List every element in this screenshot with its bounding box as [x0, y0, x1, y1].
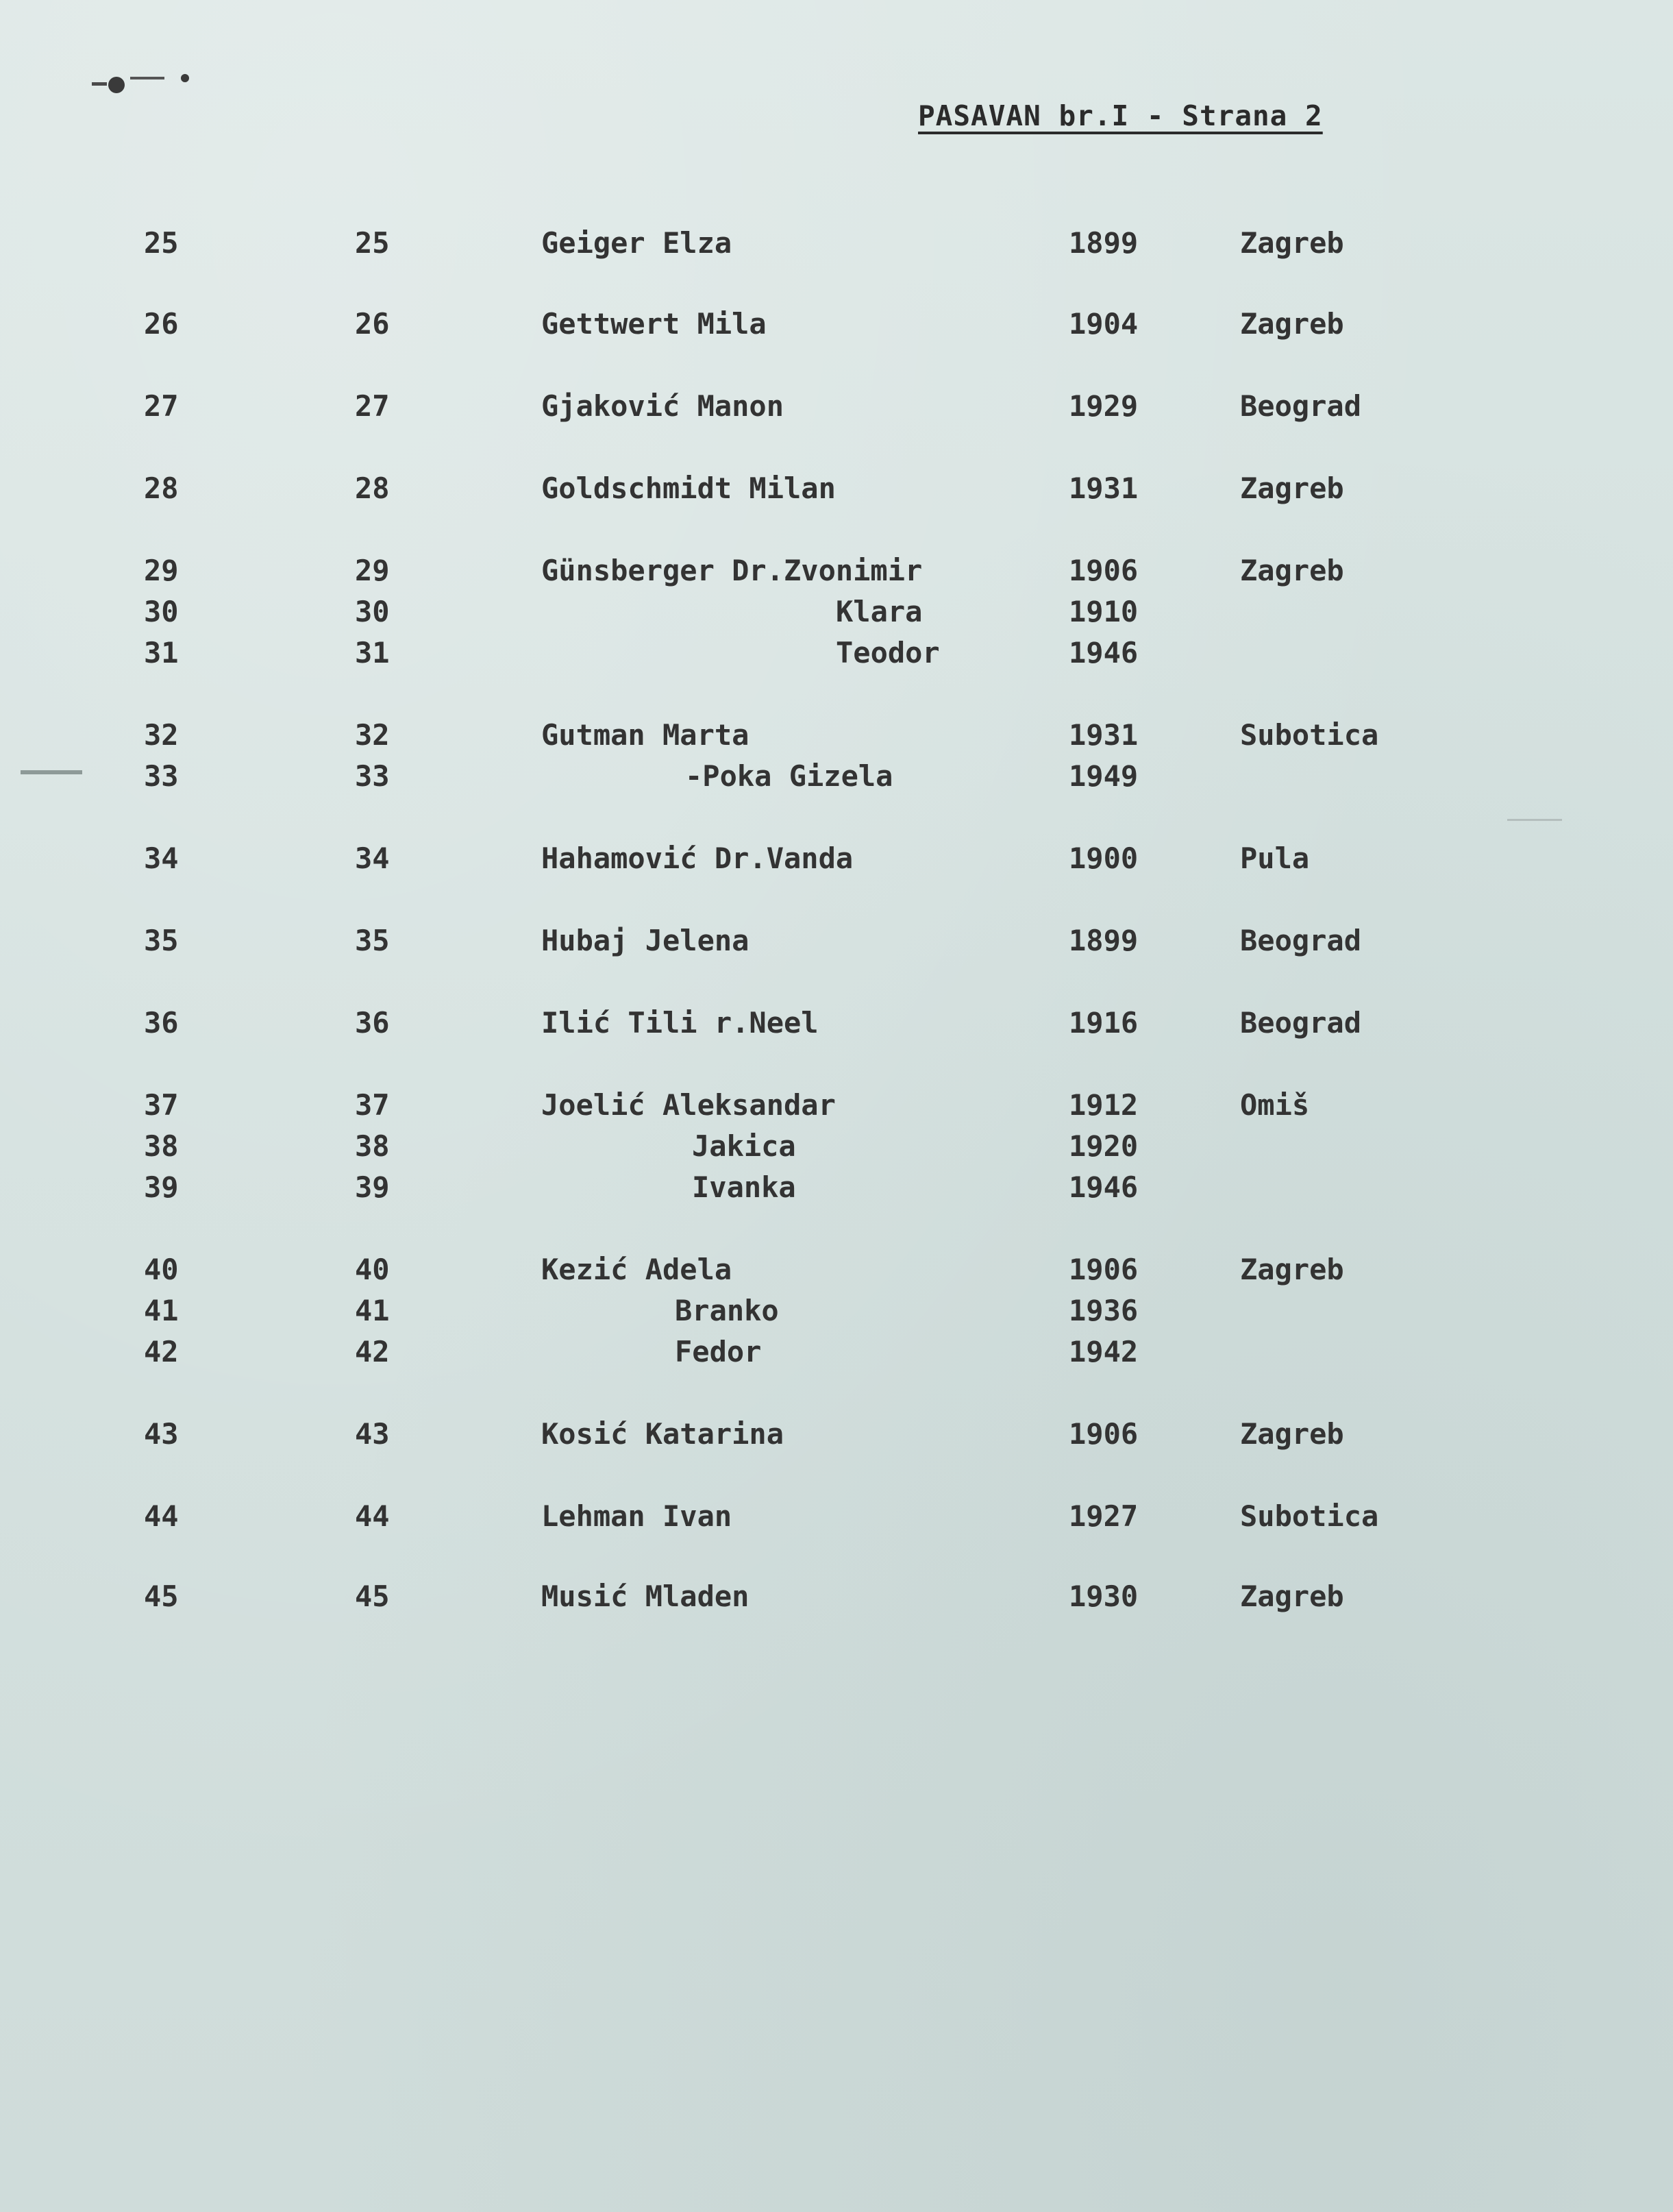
birth-year: 1916 — [1069, 1006, 1139, 1040]
entry-number-secondary: 41 — [355, 1294, 390, 1327]
ink-blot-mark — [89, 70, 192, 97]
entry-number: 36 — [144, 1006, 179, 1040]
entry-number-secondary: 28 — [355, 471, 390, 505]
entry-number: 43 — [144, 1417, 179, 1451]
place: Pula — [1240, 841, 1310, 875]
birth-year: 1912 — [1069, 1088, 1139, 1122]
person-name: Hubaj Jelena — [541, 924, 749, 957]
birth-year: 1906 — [1069, 554, 1139, 587]
entry-number-secondary: 40 — [355, 1253, 390, 1286]
person-name: Gettwert Mila — [541, 307, 767, 341]
place: Zagreb — [1240, 1580, 1344, 1613]
birth-year: 1942 — [1069, 1335, 1139, 1368]
table-row — [0, 838, 1673, 879]
place: Zagreb — [1240, 1417, 1344, 1451]
birth-year: 1936 — [1069, 1294, 1139, 1327]
birth-year: 1906 — [1069, 1417, 1139, 1451]
entry-number-secondary: 45 — [355, 1580, 390, 1613]
person-name: Kosić Katarina — [541, 1417, 784, 1451]
entry-number: 28 — [144, 471, 179, 505]
birth-year: 1904 — [1069, 307, 1139, 341]
entry-number-secondary: 33 — [355, 759, 390, 793]
place: Beograd — [1240, 389, 1362, 423]
person-name: Musić Mladen — [541, 1580, 749, 1613]
table-row — [0, 386, 1673, 427]
person-name: Goldschmidt Milan — [541, 471, 836, 505]
person-name: Ivanka — [692, 1170, 796, 1204]
entry-number-secondary: 37 — [355, 1088, 390, 1122]
table-row — [0, 1414, 1673, 1455]
person-name: Kezić Adela — [541, 1253, 732, 1286]
table-row — [0, 756, 1673, 797]
entry-number: 31 — [144, 636, 179, 669]
entry-number-secondary: 34 — [355, 841, 390, 875]
person-name: Gutman Marta — [541, 718, 749, 752]
table-row — [0, 715, 1673, 756]
birth-year: 1899 — [1069, 924, 1139, 957]
place: Subotica — [1240, 718, 1379, 752]
birth-year: 1910 — [1069, 595, 1139, 628]
table-row — [0, 1576, 1673, 1617]
birth-year: 1949 — [1069, 759, 1139, 793]
person-name: Günsberger Dr.Zvonimir — [541, 554, 923, 587]
entry-number-secondary: 26 — [355, 307, 390, 341]
table-row — [0, 1331, 1673, 1373]
place: Beograd — [1240, 924, 1362, 957]
entry-number-secondary: 31 — [355, 636, 390, 669]
entry-number-secondary: 29 — [355, 554, 390, 587]
place: Beograd — [1240, 1006, 1362, 1040]
entry-number: 39 — [144, 1170, 179, 1204]
entry-number: 27 — [144, 389, 179, 423]
place: Zagreb — [1240, 1253, 1344, 1286]
entry-number-secondary: 30 — [355, 595, 390, 628]
person-name: Geiger Elza — [541, 226, 732, 260]
person-name: Hahamović Dr.Vanda — [541, 841, 854, 875]
entry-number: 34 — [144, 841, 179, 875]
table-row — [0, 1249, 1673, 1290]
person-name: Gjaković Manon — [541, 389, 784, 423]
birth-year: 1931 — [1069, 471, 1139, 505]
entry-number: 25 — [144, 226, 179, 260]
table-row — [0, 1496, 1673, 1537]
table-row — [0, 1126, 1673, 1167]
entry-number: 45 — [144, 1580, 179, 1613]
entry-number-secondary: 43 — [355, 1417, 390, 1451]
person-name: Lehman Ivan — [541, 1499, 732, 1533]
entry-number-secondary: 44 — [355, 1499, 390, 1533]
entry-number: 38 — [144, 1129, 179, 1163]
person-name: Joelić Aleksandar — [541, 1088, 836, 1122]
place: Omiš — [1240, 1088, 1310, 1122]
birth-year: 1920 — [1069, 1129, 1139, 1163]
margin-mark-right — [1507, 817, 1562, 824]
table-row — [0, 223, 1673, 264]
entry-number: 41 — [144, 1294, 179, 1327]
entry-number: 30 — [144, 595, 179, 628]
entry-number-secondary: 32 — [355, 718, 390, 752]
birth-year: 1930 — [1069, 1580, 1139, 1613]
person-name: Teodor — [836, 636, 940, 669]
birth-year: 1927 — [1069, 1499, 1139, 1533]
entry-number-secondary: 39 — [355, 1170, 390, 1204]
person-name: Klara — [836, 595, 923, 628]
place: Subotica — [1240, 1499, 1379, 1533]
entry-number: 44 — [144, 1499, 179, 1533]
place: Zagreb — [1240, 226, 1344, 260]
entry-number-secondary: 27 — [355, 389, 390, 423]
birth-year: 1899 — [1069, 226, 1139, 260]
table-row — [0, 1003, 1673, 1044]
birth-year: 1929 — [1069, 389, 1139, 423]
table-row — [0, 550, 1673, 591]
entry-number: 26 — [144, 307, 179, 341]
entry-number: 40 — [144, 1253, 179, 1286]
table-row — [0, 632, 1673, 674]
person-name: Ilić Tili r.Neel — [541, 1006, 819, 1040]
birth-year: 1900 — [1069, 841, 1139, 875]
entry-number-secondary: 35 — [355, 924, 390, 957]
table-row — [0, 468, 1673, 509]
person-name: Branko — [675, 1294, 779, 1327]
person-name: Fedor — [675, 1335, 762, 1368]
entry-number: 35 — [144, 924, 179, 957]
entry-number-secondary: 36 — [355, 1006, 390, 1040]
entry-number-secondary: 42 — [355, 1335, 390, 1368]
table-row — [0, 1085, 1673, 1126]
entry-number: 29 — [144, 554, 179, 587]
table-row — [0, 304, 1673, 345]
page-header: PASAVAN br.I - Strana 2 — [918, 99, 1323, 132]
table-row — [0, 591, 1673, 632]
entry-number-secondary: 38 — [355, 1129, 390, 1163]
table-row — [0, 920, 1673, 961]
entry-number-secondary: 25 — [355, 226, 390, 260]
place: Zagreb — [1240, 554, 1344, 587]
table-row — [0, 1167, 1673, 1208]
birth-year: 1931 — [1069, 718, 1139, 752]
entry-number: 33 — [144, 759, 179, 793]
person-name: Jakica — [692, 1129, 796, 1163]
birth-year: 1906 — [1069, 1253, 1139, 1286]
entry-number: 32 — [144, 718, 179, 752]
table-row — [0, 1290, 1673, 1331]
place: Zagreb — [1240, 471, 1344, 505]
entry-number: 42 — [144, 1335, 179, 1368]
entry-number: 37 — [144, 1088, 179, 1122]
birth-year: 1946 — [1069, 636, 1139, 669]
person-name: -Poka Gizela — [685, 759, 893, 793]
birth-year: 1946 — [1069, 1170, 1139, 1204]
place: Zagreb — [1240, 307, 1344, 341]
